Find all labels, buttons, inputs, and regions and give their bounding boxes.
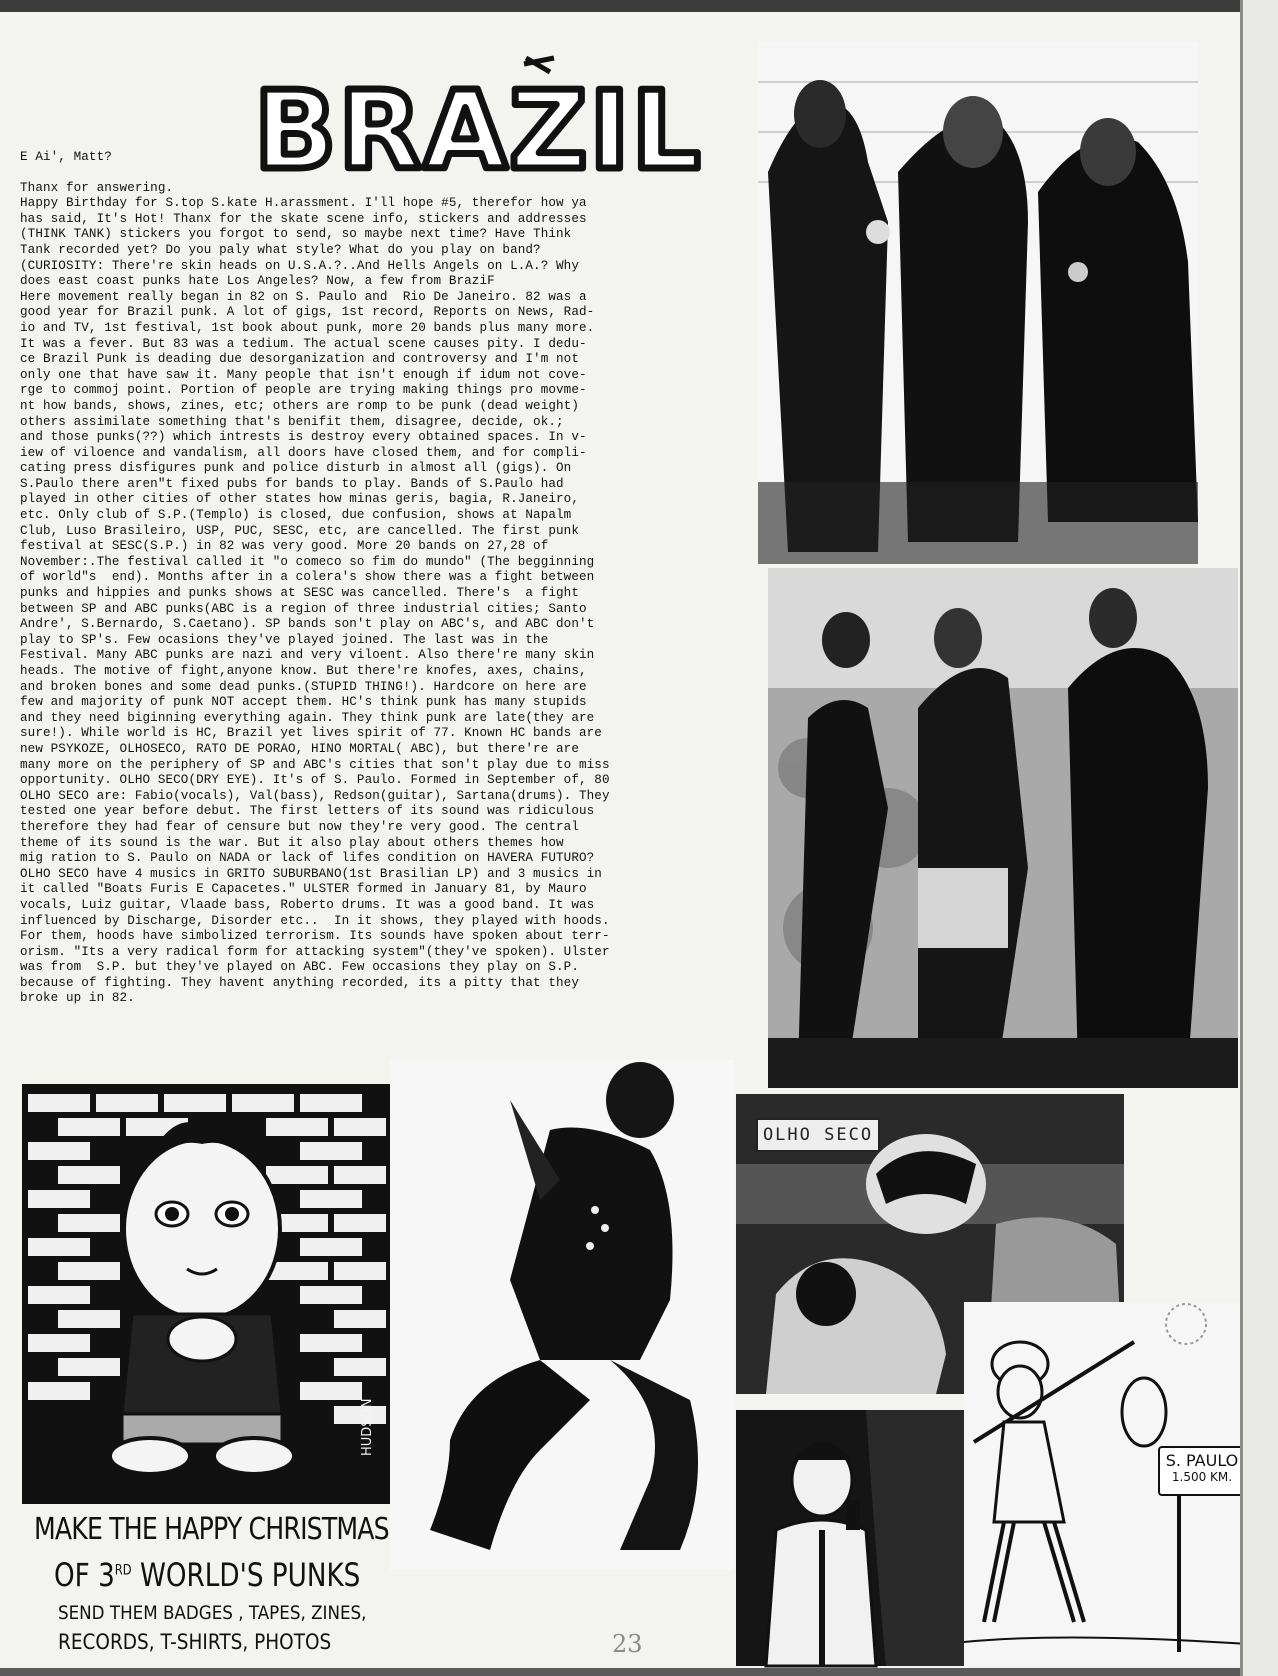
- sign-distance: 1.500 KM.: [1171, 1470, 1233, 1484]
- letter-text: [20, 150, 760, 1007]
- ad-line2-start: OF 3: [54, 1556, 115, 1594]
- letter-greeting: E Ai', Matt?: [20, 150, 112, 164]
- page-number: 23: [612, 1630, 643, 1658]
- photo-band-field: [768, 568, 1238, 1088]
- ad-line2-superscript: RD: [114, 1562, 132, 1579]
- letter-body: Thanx for answering. Happy Birthday for S.top S.kate H.arassment. I'll hope #5, therefor how ya has said, It's Hot! Thanx for the skate scene info, stickers and addresses (THINK TANK) stickers you forgot to send, so maybe next time? Have Think Tank recorded yet? Do you paly what style? What do you play on band? (CURIOSITY: There're skin heads on U.S.A.?..And Hells Angels on L.A.? Why does east coast punks hate Los Angeles? Now, a few from BraziF Here movement really began in 82 on S. Paulo and Rio De Janeiro. 82 was a good year for Brazil punk. A lot of gigs, 1st record, Reports on News, Rad- io and TV, 1st festival, 1st book about punk, more 20 bands plus many more. It was a fever. But 83 was a tedium. The actual scene causes pity. I dedu- ce Brazil Punk is deading due desorganization and controversy and I'm not only one that have saw it. Many people that isn't enough if idum not cove- rge to commoj point. Portion of people are trying making things pro movme- nt how bands, shows, zines, etc; others are romp to be punk (dead weight) others assimilate something that's benifit them, disagree, decide, ok.; and those punks(??) which intrests is destroy every obtained spaces. In v- iew of viloence and vandalism, all doors have closed them, and for compli- cating press disfigures punk and police disturb in almost all (gigs). On S.Paulo there aren"t fixed pubs for bands to play. Bands of S.Paulo had played in other cities of other states how minas geris, bagia, R.Janeiro, etc. Only club of S.P.(Templo) is closed, due confusion, shows at Napalm Club, Luso Brasileiro, USP, PUC, SESC, etc, are cancelled. The first punk festival at SESC(S.P.) in 82 was very good. More 20 bands on 27,28 of November:.The festival called it "o comeco so fim do mundo" (The begginning of world"s end). Months after in a colera's show there was a fight between punks and hippies and punks shows at SESC was cancelled. There's a fight between SP and ABC punks(ABC is a region of three industrial cities; Santo Andre', S.Bernardo, S.Caetano). SP bands son't play on ABC's, and ABC don't play to SP's. Few ocasions they've played joined. The last was in the Festival. Many ABC punks are nazi and very viloent. Also there're many skin heads. The motive of fight,anyone know. But there're knofes, axes, chains, and broken bones and some dead punks.(STUPID THING!). Hardcore on here are few and majority of punk NOT accept them. HC's think punk has many stupids and they need biginning everything again. They think punk are late(they are sure!). While world is HC, Brazil yet lives spirit of 77. Known HC bands are new PSYKOZE, OLHOSECO, RATO DE PORAO, HINO MORTAL( ABC), but there're are many more on the periphery of SP and ABC's cities that son't play due to miss opportunity. OLHO SECO(DRY EYE). It's of S. Paulo. Formed in September of, 80 OLHO SECO are: Fabio(vocals), Val(bass), Redson(guitar), Sartana(drums). They tested one year before debut. The first letters of its sound was ridiculous therefore they had fear of censure but now they're very good. The central theme of its sound is the war. But it also play about others themes how mig ration to S. Paulo on NADA or lack of lifes condition on HAVERA FUTURO? OLHO SECO have 4 musics in GRITO SUBURBANO(1st Brasilian LP) and 3 musics in it called "Boats Furis E Capacetes." ULSTER formed in January 81, by Mauro vocals, Luiz guitar, Vlaade bass, Roberto drums. It was a good band. It was influenced by Discharge, Disorder etc.. In it shows, they played with hoods. For them, hoods have simbolized terrorism. Its sounds have spoken about terr- orism. "Its a very radical form for attacking system"(they've spoken). Ulster was from S.P. but they've played on ABC. Few occasions they play on S.P. because of fighting. They havent anything recorded, its a pitty that they broke up in 82.: [20, 180, 610, 1006]
- photo-band-wall: [758, 42, 1198, 564]
- ad-headline-line1: MAKE THE HAPPY CHRISTMAS: [34, 1512, 389, 1547]
- olho-seco-label: OLHO SECO: [756, 1118, 880, 1152]
- cartoon-signature: HUDSON: [360, 1398, 375, 1456]
- ad-line2-end: WORLD'S PUNKS: [131, 1556, 361, 1594]
- zine-page: [0, 12, 1248, 1668]
- sign-city: S. PAULO: [1165, 1451, 1239, 1470]
- svg-text:BRAZIL: BRAZIL: [254, 69, 703, 194]
- photo-singer-with-microphone: [736, 1410, 964, 1666]
- cartoon-punk-brick-wall: [22, 1084, 392, 1504]
- ad-items-line: RECORDS, T-SHIRTS, PHOTOS: [58, 1630, 332, 1654]
- photo-jumping-punk: [390, 1060, 734, 1570]
- sao-paulo-sign: [1158, 1446, 1246, 1496]
- ad-send-line: SEND THEM BADGES , TAPES, ZINES,: [58, 1602, 367, 1624]
- scan-right-edge: [1240, 0, 1278, 1676]
- ad-headline-line2: [54, 1556, 360, 1594]
